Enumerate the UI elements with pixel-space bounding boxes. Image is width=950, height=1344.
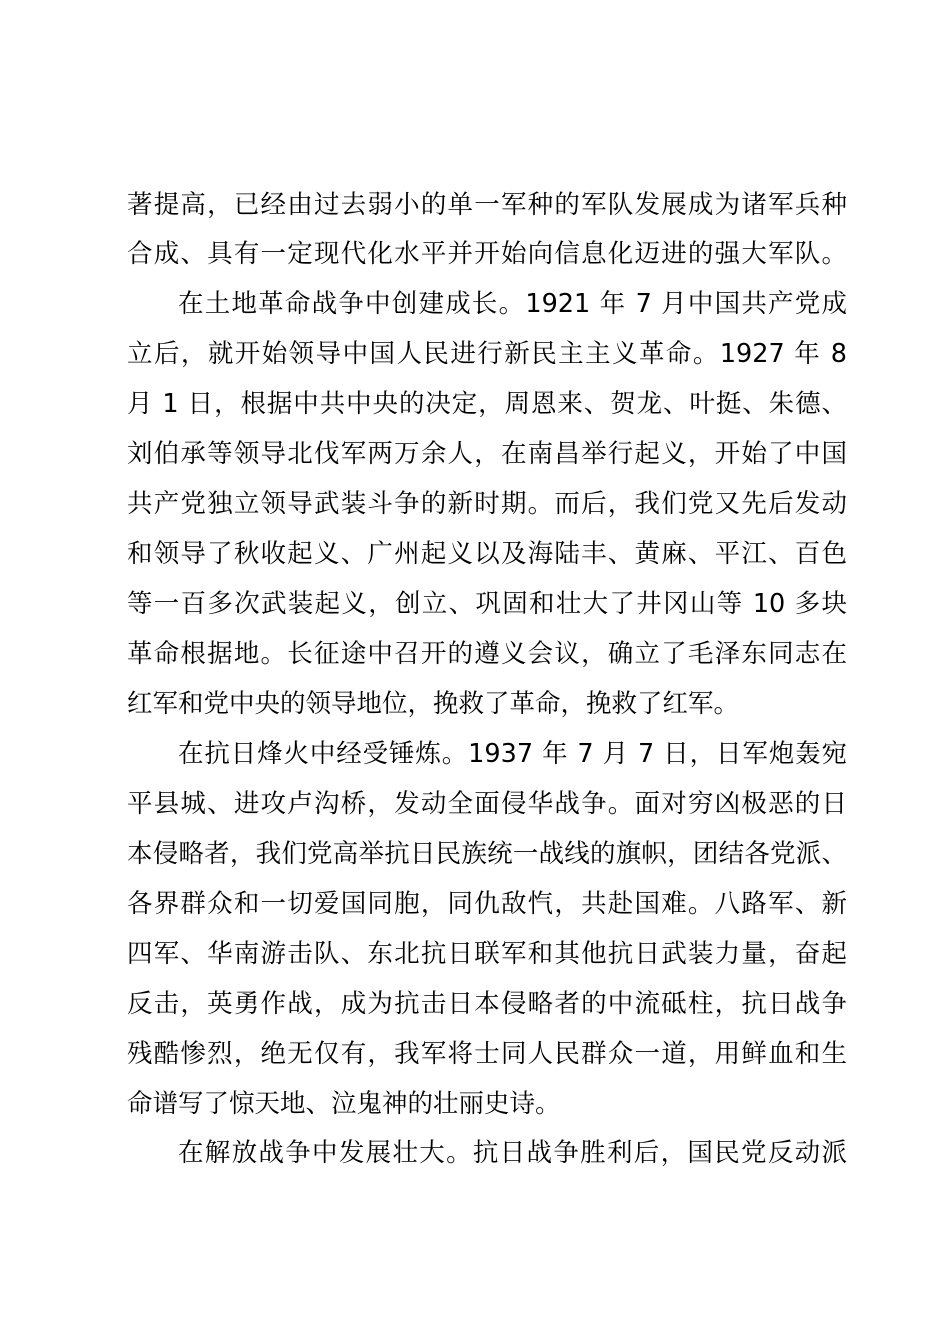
text-line: 反击，英勇作战，成为抗击日本侵略者的中流砥柱，抗日战争	[127, 989, 847, 1019]
paragraph-end-line: 命谱写了惊天地、泣鬼神的壮丽史诗。	[127, 1089, 561, 1119]
paragraph-start-line: 在土地革命战争中创建成长。1921 年 7 月中国共产党成	[178, 289, 847, 319]
text-line: 合成、具有一定现代化水平并开始向信息化迈进的强大军队。	[127, 239, 847, 269]
text-line: 平县城、进攻卢沟桥，发动全面侵华战争。面对穷凶极恶的日	[127, 789, 847, 819]
text-line: 四军、华南游击队、东北抗日联军和其他抗日武装力量，奋起	[127, 939, 847, 969]
text-line: 等一百多次武装起义，创立、巩固和壮大了井冈山等 10 多块	[127, 589, 847, 619]
text-line: 立后，就开始领导中国人民进行新民主主义革命。1927 年 8	[127, 339, 847, 369]
text-line: 共产党独立领导武装斗争的新时期。而后，我们党又先后发动	[127, 489, 847, 519]
text-line: 革命根据地。长征途中召开的遵义会议，确立了毛泽东同志在	[127, 639, 847, 669]
text-line: 残酷惨烈，绝无仅有，我军将士同人民群众一道，用鲜血和生	[127, 1039, 847, 1069]
paragraph-end-line: 红军和党中央的领导地位，挽救了革命，挽救了红军。	[127, 689, 740, 719]
text-line: 本侵略者，我们党高举抗日民族统一战线的旗帜，团结各党派、	[127, 839, 847, 869]
text-line: 著提高，已经由过去弱小的单一军种的军队发展成为诸军兵种	[127, 190, 847, 220]
text-line: 刘伯承等领导北伐军两万余人，在南昌举行起义，开始了中国	[127, 439, 847, 469]
paragraph-start-line: 在抗日烽火中经受锤炼。1937 年 7 月 7 日，日军炮轰宛	[178, 739, 847, 769]
paragraph-start-line: 在解放战争中发展壮大。抗日战争胜利后，国民党反动派	[178, 1138, 847, 1168]
text-line: 和领导了秋收起义、广州起义以及海陆丰、黄麻、平江、百色	[127, 539, 847, 569]
text-line: 各界群众和一切爱国同胞，同仇敌忾，共赴国难。八路军、新	[127, 889, 847, 919]
text-line: 月 1 日，根据中共中央的决定，周恩来、贺龙、叶挺、朱德、	[127, 389, 847, 419]
